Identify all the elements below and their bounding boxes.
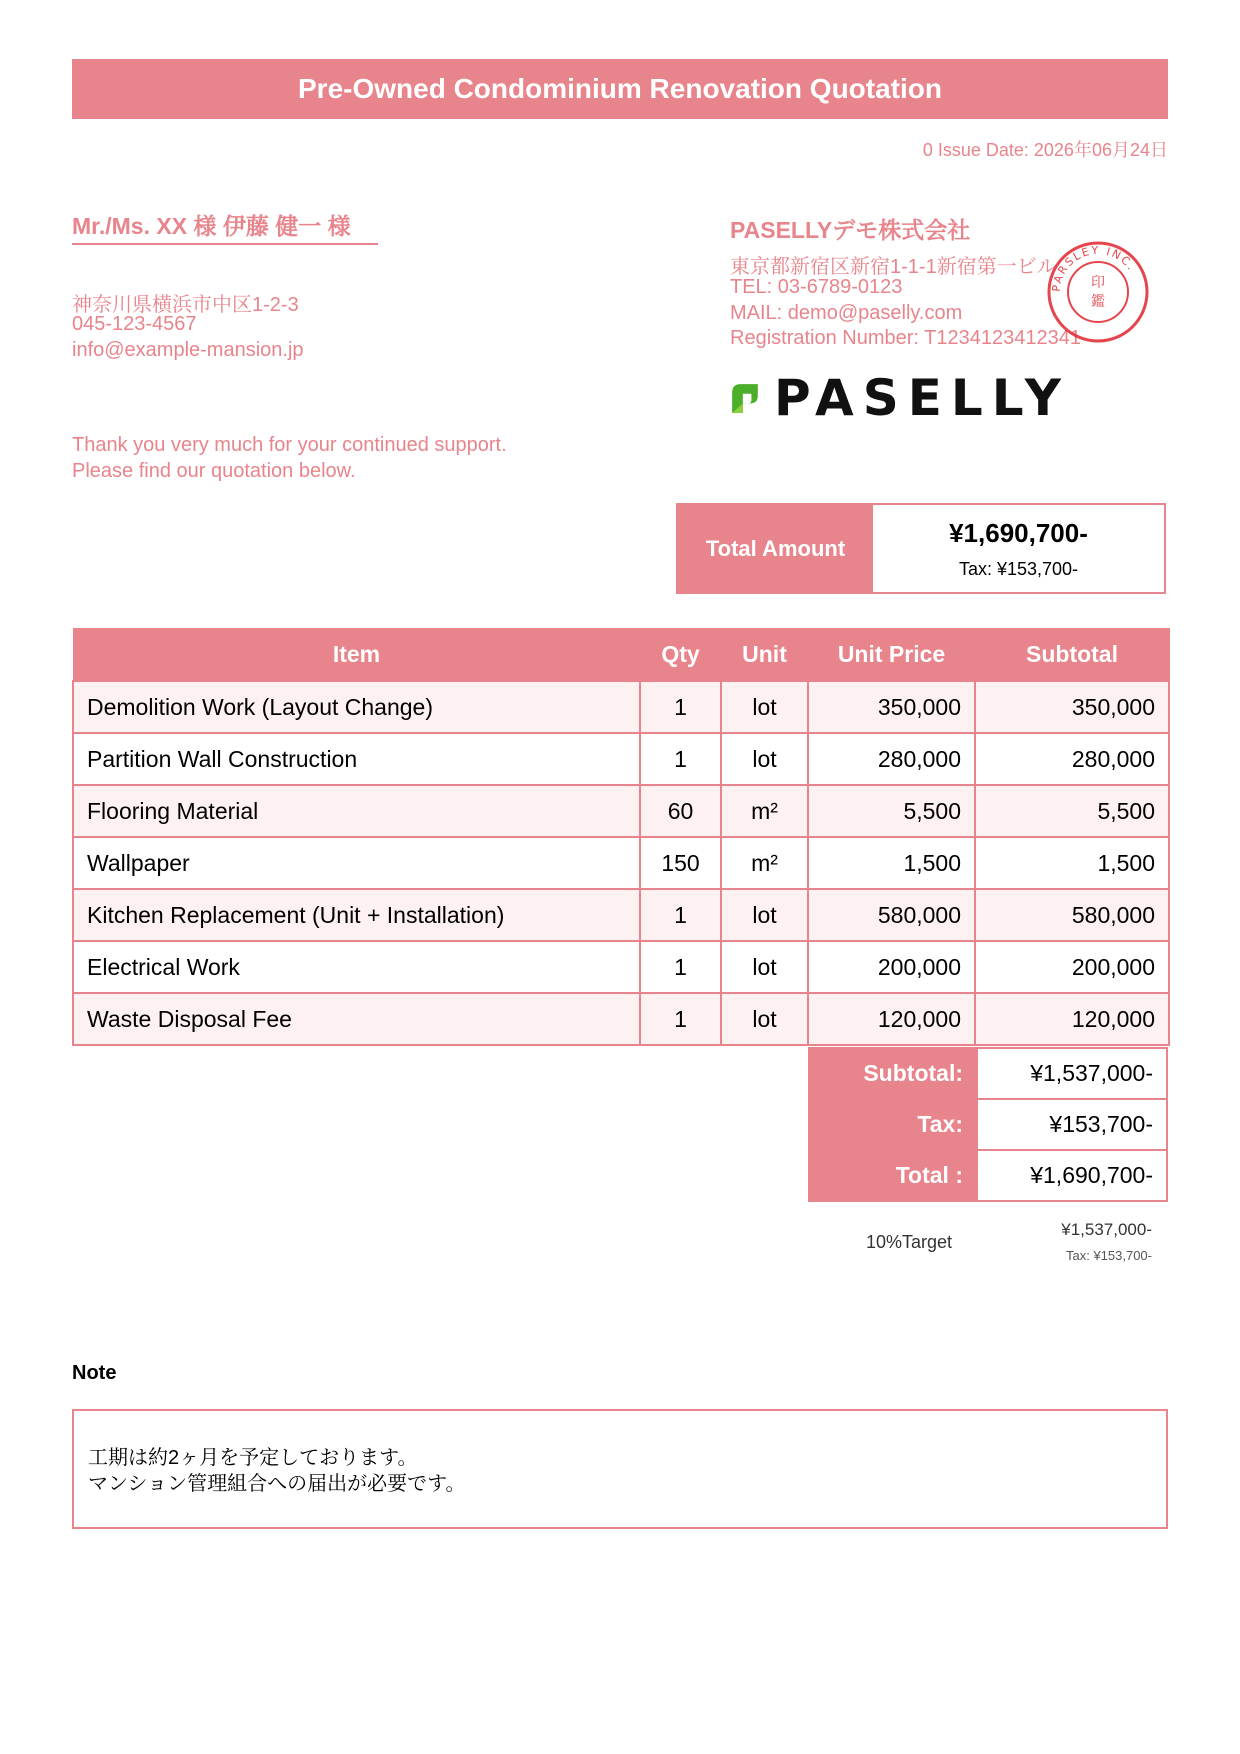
cell-qty: 150 <box>640 837 721 889</box>
header-item: Item <box>73 629 640 682</box>
cell-subtotal: 1,500 <box>975 837 1169 889</box>
document-title: Pre-Owned Condominium Renovation Quotation <box>72 59 1168 119</box>
table-header-row <box>73 629 1169 682</box>
cell-unit: lot <box>721 941 808 993</box>
summary-total-label: Total : <box>809 1150 977 1201</box>
svg-text:印: 印 <box>1091 275 1105 291</box>
total-amount-tax: Tax: ¥153,700- <box>958 558 1079 579</box>
table-row <box>73 681 1169 733</box>
note-box <box>72 1409 1168 1529</box>
company-mail: MAIL: demo@paselly.com <box>730 302 963 324</box>
items-table <box>72 628 1170 1046</box>
summary-subtotal-value: ¥1,537,000- <box>977 1048 1167 1099</box>
cell-unit: lot <box>721 681 808 733</box>
cell-item: Flooring Material <box>73 785 640 837</box>
tax-rate-label: 10%Target <box>866 1232 953 1252</box>
tax-target-amount: ¥1,537,000- <box>1061 1220 1152 1239</box>
total-amount-label: Total Amount <box>678 505 873 592</box>
header-unit-price: Unit Price <box>808 629 975 682</box>
summary-subtotal-label: Subtotal: <box>809 1048 977 1099</box>
table-row <box>73 837 1169 889</box>
table-row <box>73 941 1169 993</box>
note-line-2: マンション管理組合への届出が必要です。 <box>88 1473 466 1495</box>
table-row <box>73 889 1169 941</box>
leaf-logo-icon <box>730 368 760 428</box>
cell-unit-price: 120,000 <box>808 993 975 1045</box>
cell-unit: m² <box>721 785 808 837</box>
cell-subtotal: 200,000 <box>975 941 1169 993</box>
cell-unit-price: 1,500 <box>808 837 975 889</box>
company-registration: Registration Number: T1234123412341 <box>730 327 1081 349</box>
cell-unit-price: 200,000 <box>808 941 975 993</box>
cell-unit: lot <box>721 993 808 1045</box>
header-subtotal: Subtotal <box>975 629 1169 682</box>
cell-qty: 60 <box>640 785 721 837</box>
greeting-line-1: Thank you very much for your continued support. <box>72 434 507 456</box>
logo-wordmark: PASELLY <box>773 369 1070 427</box>
customer-address: 神奈川県横浜市中区1-2-3 <box>72 294 299 316</box>
summary-row-tax <box>809 1099 1167 1150</box>
cell-unit-price: 280,000 <box>808 733 975 785</box>
cell-item: Kitchen Replacement (Unit + Installation) <box>73 889 640 941</box>
cell-subtotal: 120,000 <box>975 993 1169 1045</box>
cell-item: Wallpaper <box>73 837 640 889</box>
cell-unit-price: 580,000 <box>808 889 975 941</box>
header-unit: Unit <box>721 629 808 682</box>
cell-subtotal: 580,000 <box>975 889 1169 941</box>
company-address: 東京都新宿区新宿1-1-1新宿第一ビル <box>730 256 1057 278</box>
cell-qty: 1 <box>640 733 721 785</box>
tax-target-tax: Tax: ¥153,700- <box>1065 1248 1152 1263</box>
company-tel: TEL: 03-6789-0123 <box>730 276 903 298</box>
note-label: Note <box>72 1362 117 1384</box>
note-line-1: 工期は約2ヶ月を予定しております。 <box>88 1447 418 1469</box>
cell-item: Electrical Work <box>73 941 640 993</box>
cell-item: Partition Wall Construction <box>73 733 640 785</box>
cell-subtotal: 5,500 <box>975 785 1169 837</box>
summary-total-value: ¥1,690,700- <box>977 1150 1167 1201</box>
total-amount-value: ¥1,690,700- <box>949 517 1088 548</box>
table-row <box>73 993 1169 1045</box>
summary-table <box>808 1047 1168 1202</box>
company-seal-stamp <box>1046 240 1150 344</box>
cell-item: Waste Disposal Fee <box>73 993 640 1045</box>
customer-email: info@example-mansion.jp <box>72 339 304 361</box>
stamp-text: PARSLEY INC. <box>1049 243 1139 293</box>
greeting-line-2: Please find our quotation below. <box>72 460 356 482</box>
cell-unit-price: 5,500 <box>808 785 975 837</box>
cell-qty: 1 <box>640 993 721 1045</box>
customer-name: Mr./Ms. XX 様 伊藤 健一 様 <box>72 212 378 245</box>
cell-unit: lot <box>721 889 808 941</box>
cell-item: Demolition Work (Layout Change) <box>73 681 640 733</box>
cell-subtotal: 280,000 <box>975 733 1169 785</box>
cell-unit: lot <box>721 733 808 785</box>
summary-row-total <box>809 1150 1167 1201</box>
svg-text:鑑: 鑑 <box>1091 294 1105 310</box>
company-name: PASELLYデモ株式会社 <box>730 217 971 243</box>
table-row <box>73 785 1169 837</box>
company-logo <box>730 368 1070 428</box>
cell-unit: m² <box>721 837 808 889</box>
issue-date: 0 Issue Date: 2026年06月24日 <box>922 140 1168 160</box>
cell-qty: 1 <box>640 681 721 733</box>
cell-qty: 1 <box>640 889 721 941</box>
total-amount-value-cell <box>873 505 1164 592</box>
summary-tax-label: Tax: <box>809 1099 977 1150</box>
total-amount-box <box>676 503 1166 594</box>
summary-tax-value: ¥153,700- <box>977 1099 1167 1150</box>
greeting <box>72 432 507 484</box>
cell-unit-price: 350,000 <box>808 681 975 733</box>
header-qty: Qty <box>640 629 721 682</box>
cell-qty: 1 <box>640 941 721 993</box>
customer-phone: 045-123-4567 <box>72 313 197 335</box>
summary-row-subtotal <box>809 1048 1167 1099</box>
table-row <box>73 733 1169 785</box>
cell-subtotal: 350,000 <box>975 681 1169 733</box>
